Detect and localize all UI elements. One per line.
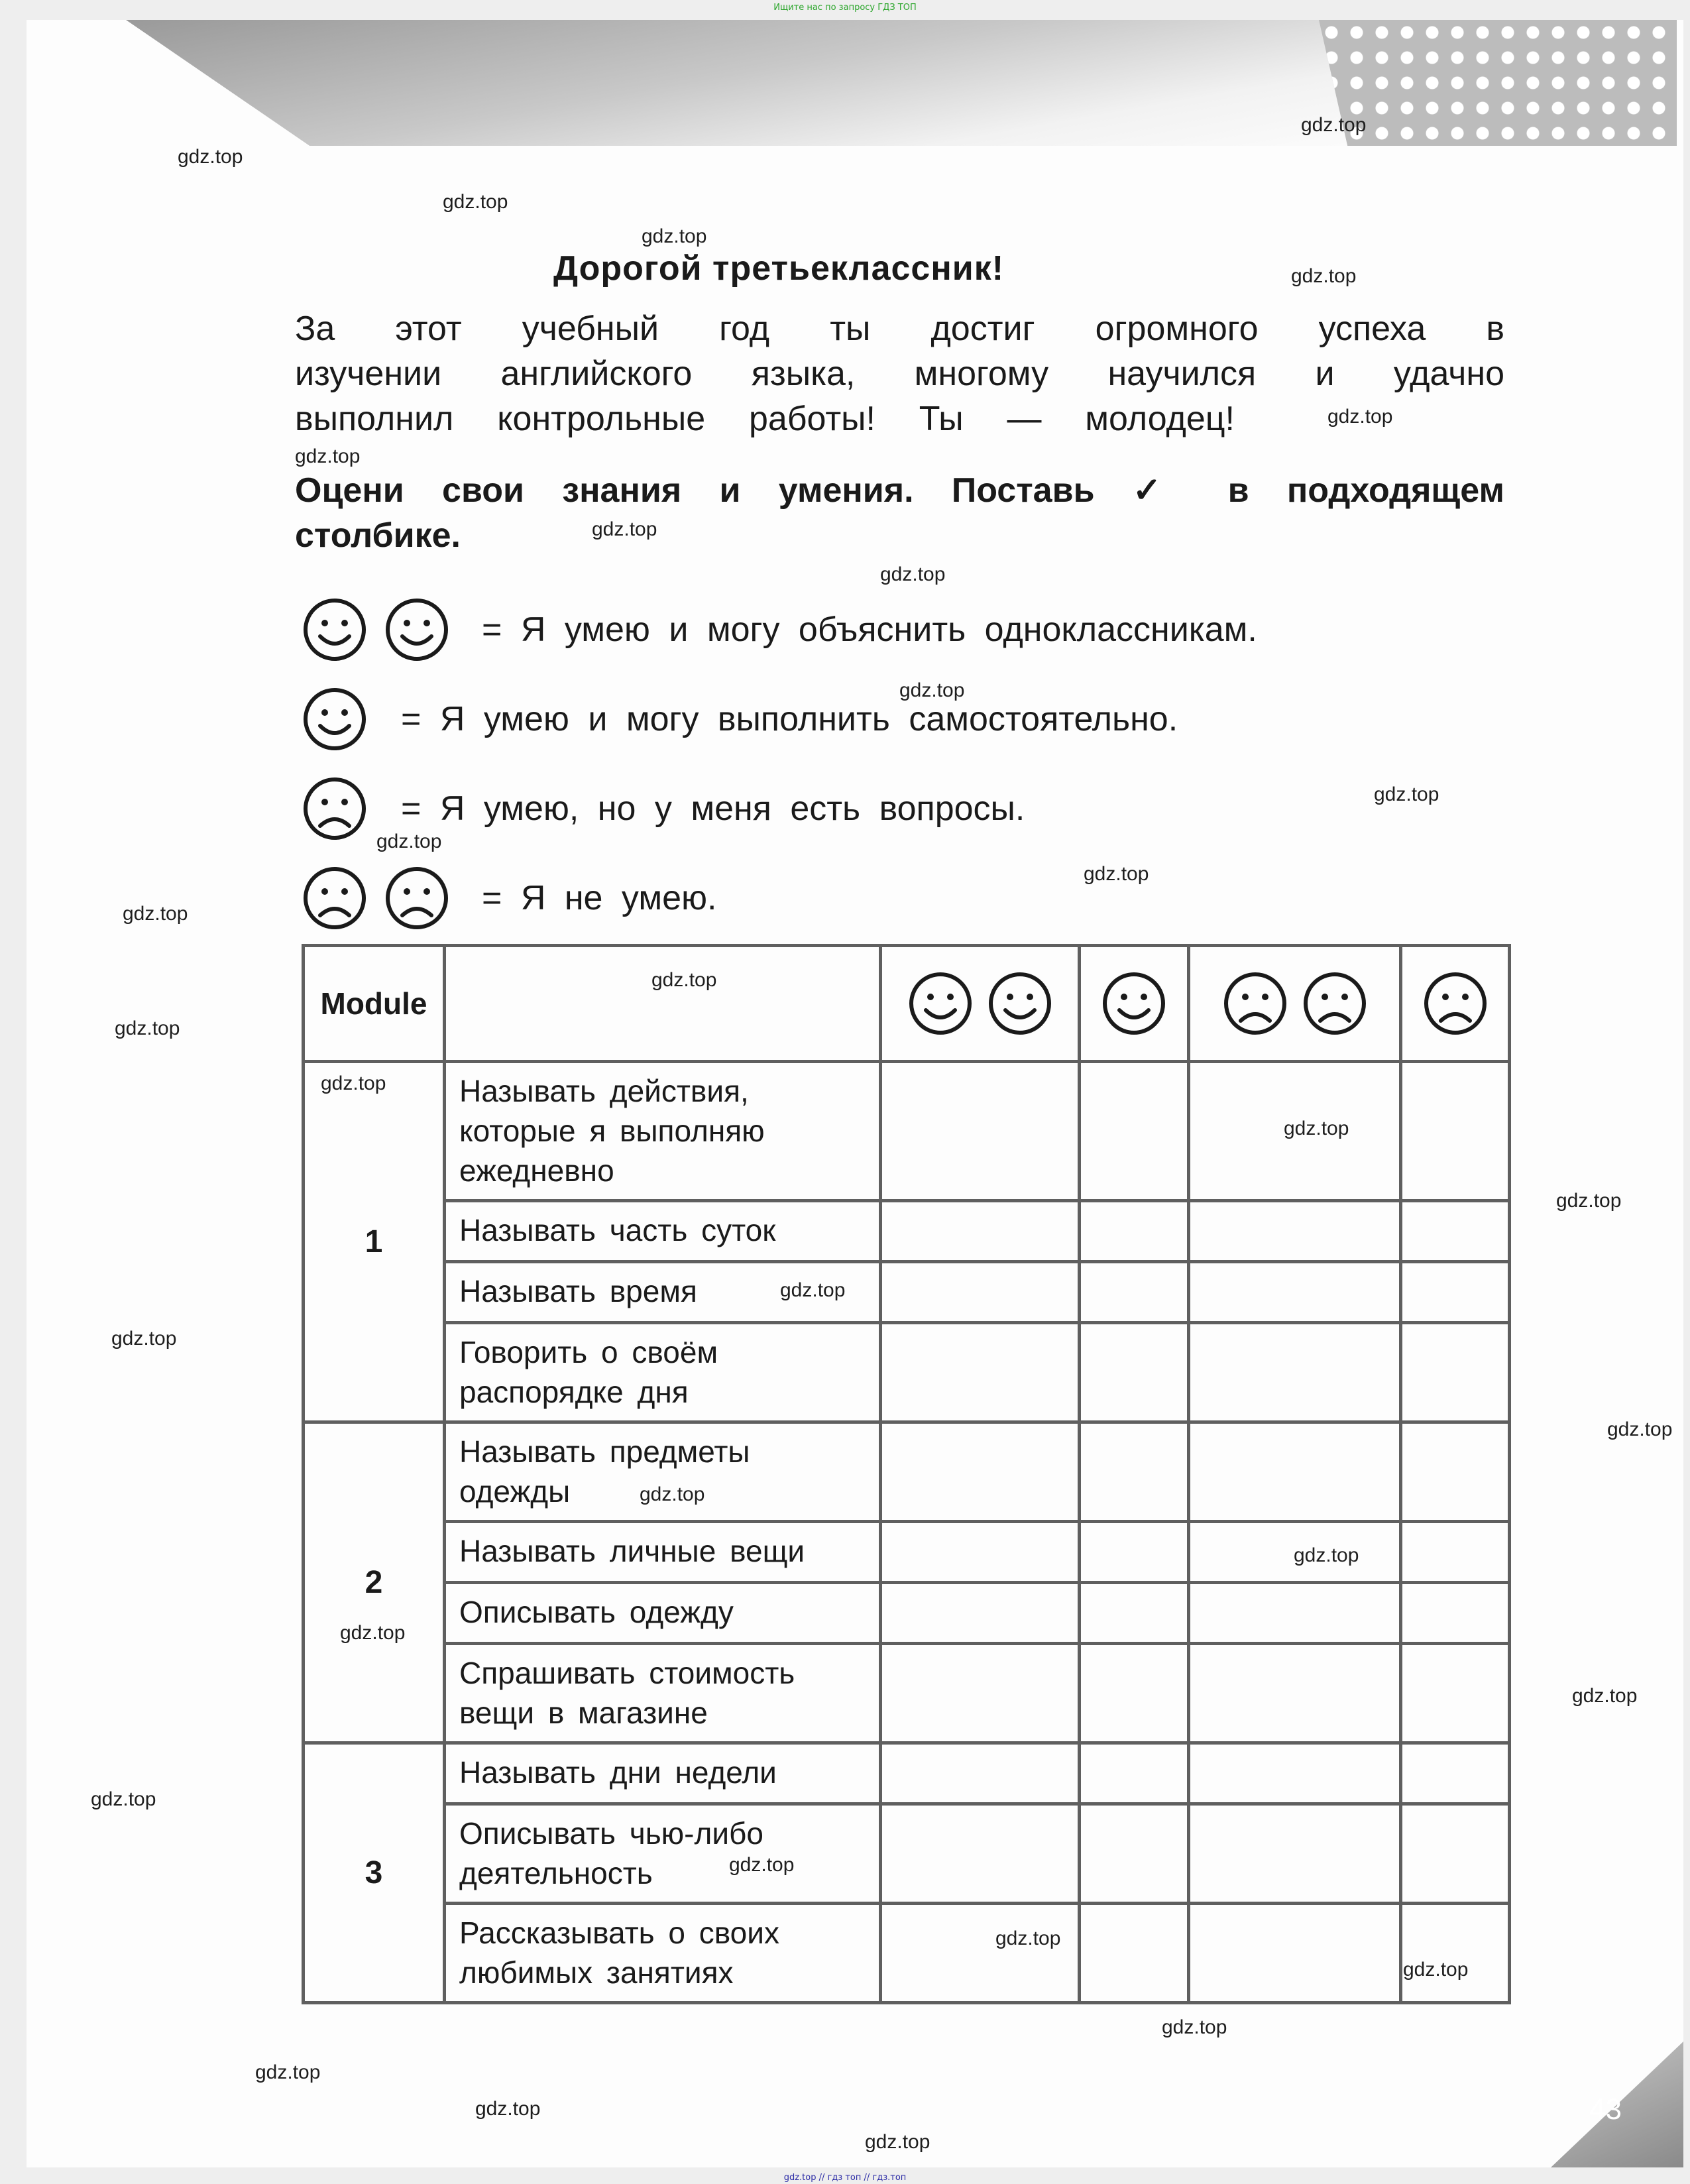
check-cell[interactable] [1401,1583,1510,1644]
module-number: 1 [304,1062,445,1422]
check-cell[interactable] [881,1522,1080,1583]
check-cell[interactable] [1189,1583,1401,1644]
table-row [304,1644,1510,1743]
skill-cell: Говорить о своём распорядке дня [445,1323,881,1422]
check-cell[interactable] [1189,1422,1401,1522]
legend-row-cannot [302,862,716,935]
watermark: gdz.top [1284,1118,1349,1139]
check-cell[interactable] [1401,1323,1510,1422]
check-cell[interactable] [881,1583,1080,1644]
bottom-links[interactable]: gdz.top // гдз топ // гдз.топ [783,2173,907,2183]
sad-face-icon [302,776,368,842]
watermark: gdz.top [899,679,965,701]
check-cell[interactable] [1401,1904,1510,2003]
watermark: gdz.top [123,903,188,925]
module-number: 2 [304,1422,445,1743]
watermark: gdz.top [729,1854,795,1876]
header-explain-column [881,946,1080,1062]
check-cell[interactable] [1401,1422,1510,1522]
watermark: gdz.top [1556,1190,1622,1212]
sad-face-icon [302,865,368,931]
intro-line: изучении английского языка, многому научился и удачно [295,355,1504,393]
watermark: gdz.top [1403,1959,1469,1981]
check-cell[interactable] [1080,1323,1189,1422]
watermark: gdz.top [995,1927,1061,1949]
smiley-face-icon [1101,970,1167,1037]
check-cell[interactable] [1080,1904,1189,2003]
watermark: gdz.top [651,969,717,991]
check-cell[interactable] [1401,1262,1510,1323]
check-cell[interactable] [881,1262,1080,1323]
legend-text: = Я умею и могу объяснить одноклассникам. [482,610,1257,649]
header-independent-column [1080,946,1189,1062]
sad-face-icon [1222,970,1288,1037]
skill-cell: Называть дни недели [445,1743,881,1804]
legend-text: = Я умею и могу выполнить самостоятельно. [401,700,1178,738]
check-cell[interactable] [1189,1904,1401,2003]
watermark: gdz.top [1162,2016,1227,2038]
task-instruction [295,468,1504,558]
module-number: 3 [304,1743,445,2003]
watermark: gdz.top [1374,783,1439,805]
check-cell[interactable] [1401,1804,1510,1904]
watermark: gdz.top [1291,265,1357,287]
watermark: gdz.top [340,1622,406,1644]
smiley-face-icon [384,597,450,663]
page-title: Дорогой третьеклассник! [553,249,1005,288]
check-cell[interactable] [881,1201,1080,1262]
table-row [304,1201,1510,1262]
watermark: gdz.top [1607,1418,1673,1440]
watermark: gdz.top [376,831,442,852]
skill-cell: Называть предметы одежды [445,1422,881,1522]
watermark: gdz.top [321,1072,386,1094]
smiley-face-icon [302,686,368,752]
check-cell[interactable] [1401,1062,1510,1201]
check-cell[interactable] [1080,1804,1189,1904]
smiley-face-icon [302,597,368,663]
check-cell[interactable] [1189,1323,1401,1422]
watermark: gdz.top [640,1483,705,1505]
watermark: gdz.top [178,146,243,168]
skill-cell: Называть часть суток [445,1201,881,1262]
watermark: gdz.top [443,191,508,213]
watermark: gdz.top [255,2061,321,2083]
watermark: gdz.top [1084,863,1149,885]
watermark: gdz.top [111,1328,177,1350]
check-cell[interactable] [1189,1804,1401,1904]
check-cell[interactable] [1401,1201,1510,1262]
task-line: Оцени свои знания и умения. Поставь ✓ в подходящем [295,471,1504,510]
skill-cell: Называть действия, которые я выполняю ежедневно [445,1062,881,1201]
watermark: gdz.top [780,1279,846,1301]
check-cell[interactable] [1189,1201,1401,1262]
skill-cell: Описывать чью-либо деятельность [445,1804,881,1904]
check-cell[interactable] [881,1062,1080,1201]
table-header-row [304,946,1510,1062]
legend-text: = Я не умею. [482,879,717,917]
check-cell[interactable] [881,1743,1080,1804]
check-cell[interactable] [1080,1743,1189,1804]
watermark: gdz.top [1301,114,1367,136]
sad-face-icon [1302,970,1368,1037]
legend-text: = Я умею, но у меня есть вопросы. [401,789,1025,828]
check-cell[interactable] [881,1904,1080,2003]
intro-paragraph [295,306,1504,441]
intro-line: выполнил контрольные работы! Ты — молодец! [295,400,1235,438]
skill-cell: Спрашивать стоимость вещи в магазине [445,1644,881,1743]
intro-line: За этот учебный год ты достиг огромного успеха в [295,310,1504,348]
check-cell[interactable] [881,1804,1080,1904]
table-row [304,1804,1510,1904]
watermark: gdz.top [642,225,707,247]
check-cell[interactable] [881,1644,1080,1743]
sad-face-icon [384,865,450,931]
check-cell[interactable] [881,1422,1080,1522]
smiley-face-icon [907,970,974,1037]
header-gray-band [126,20,1438,146]
legend-row-independent [302,683,1178,756]
watermark: gdz.top [1294,1544,1359,1566]
header-dot-pattern [1319,20,1677,146]
smiley-face-icon [987,970,1053,1037]
watermark: gdz.top [475,2098,541,2120]
self-assessment-table [302,944,1511,2004]
table-row [304,1904,1510,2003]
watermark: gdz.top [91,1788,156,1810]
table-row [304,1743,1510,1804]
header-cannot-column [1189,946,1401,1062]
check-cell[interactable] [1080,1644,1189,1743]
skill-cell: Рассказывать о своих любимых занятиях [445,1904,881,2003]
watermark: gdz.top [295,445,361,467]
check-cell[interactable] [1080,1262,1189,1323]
watermark: gdz.top [865,2131,930,2153]
module-header: Module [304,946,445,1062]
check-cell[interactable] [881,1323,1080,1422]
sad-face-icon [1422,970,1489,1037]
watermark: gdz.top [1572,1685,1638,1707]
watermark: gdz.top [115,1017,180,1039]
header-questions-column [1401,946,1510,1062]
table-row [304,1422,1510,1522]
check-cell[interactable] [1080,1583,1189,1644]
watermark: gdz.top [880,563,946,585]
check-cell[interactable] [1080,1422,1189,1522]
legend-row-explain [302,593,1257,666]
skill-cell: Описывать одежду [445,1583,881,1644]
top-search-banner[interactable]: Ищите нас по запросу ГДЗ ТОП [773,3,917,13]
table-row [304,1262,1510,1323]
check-cell[interactable] [1401,1522,1510,1583]
skill-cell: Называть время [445,1262,881,1323]
check-cell[interactable] [1189,1262,1401,1323]
watermark: gdz.top [592,518,657,540]
check-cell[interactable] [1401,1743,1510,1804]
watermark: gdz.top [1327,406,1393,428]
page-number: 43 [1589,2093,1622,2126]
header-empty-cell [445,946,881,1062]
check-cell[interactable] [1401,1644,1510,1743]
check-cell[interactable] [1189,1644,1401,1743]
table-row [304,1583,1510,1644]
check-cell[interactable] [1080,1062,1189,1201]
check-cell[interactable] [1080,1201,1189,1262]
check-cell[interactable] [1189,1743,1401,1804]
skill-cell: Называть личные вещи [445,1522,881,1583]
check-cell[interactable] [1080,1522,1189,1583]
task-line: столбике. [295,516,461,555]
table-row [304,1323,1510,1422]
